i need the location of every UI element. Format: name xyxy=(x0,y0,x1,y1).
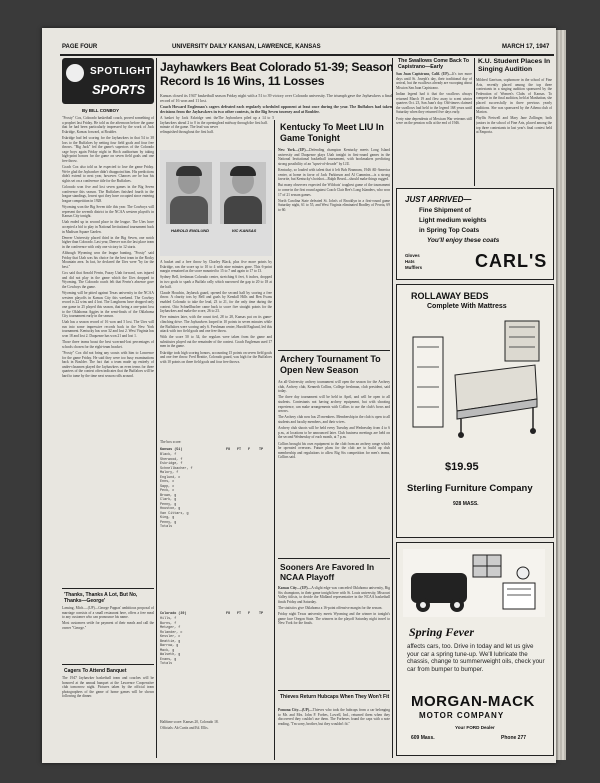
box-score-column-header: FT xyxy=(237,448,242,452)
halftime-score: Halftime score: Kansas 20, Colorado 18. xyxy=(160,720,219,724)
box-score-player: Burns, f xyxy=(160,621,177,626)
basketball-player-icon xyxy=(66,64,84,82)
box-score-player: Eskridge, f xyxy=(160,462,183,466)
thieves-headline: Thieves Return Hubcaps When They Won't Fit xyxy=(280,694,390,700)
box-score-columns-colorado xyxy=(226,612,270,616)
main-headline: Jayhawkers Beat Colorado 51-39; Season Record Is 16 Wins, 11 Losses xyxy=(160,60,394,88)
newspaper-page xyxy=(42,28,556,763)
carls-item: Gloves xyxy=(405,253,420,258)
box-score-player: Hills, f xyxy=(160,617,177,621)
box-score-player: Clark, g xyxy=(160,498,177,502)
main-story-top-right: The Jayhawkers piled up a 14 to 5 lead midway through the first half. xyxy=(218,116,274,125)
thanks-headline: 'Thanks, Thanks A Lot, But No, Thanks—George' xyxy=(64,592,138,604)
box-score-player: Englund, c xyxy=(160,475,181,480)
box-score-player: Totals xyxy=(160,525,173,529)
archery-headline: Archery Tournament To Open New Season xyxy=(280,354,381,375)
column1-divider xyxy=(62,588,154,589)
morgan-address: 609 Mass. xyxy=(411,735,435,741)
sick-car-illustration xyxy=(403,549,545,617)
archery-story: An all-University archery tournament will open the season for the Archery club, Archery club, Kenneth Collins, College freshman, club president, said today. The three day tournament will be held in April, and will be open to all students. Contestants not having archery equipment, but with shooting experience, can make arrangements with Collins to use the club's bows and arrows. The Archery club now has 25 members. Membership in the club is open to all students and faculty members, and their wives. Archery club shoots will be held every Tuesday and Wednesday from 4 to 6 p.m., at locations to be announced later. Club business meetings are held on the second Wednesday of each month, at 7 p.m. Collins brought his own equipment to the club from an archery range which he operated overseas. Future plans for the club are to build up club membership and regulations to allow Big Six competition for men's teams, Collins said. xyxy=(278,380,390,460)
rollaway-bed-illustration xyxy=(405,317,545,441)
officials: Officials: Ab Curtis and Ed. Ellis. xyxy=(160,726,209,731)
box-score-player: Kessler, c xyxy=(160,635,181,639)
carls-line4: You'll enjoy these coats xyxy=(427,237,500,244)
box-score-player: Walseth, g xyxy=(160,653,181,657)
carls-line1: Fine Shipment of xyxy=(419,207,471,214)
carls-line3: in Spring Top Coats xyxy=(419,227,480,234)
box-score-player: Totals xyxy=(160,662,173,666)
ku-headline: K.U. Student Places In Singing Audition xyxy=(478,58,551,73)
sports-title: SPORTS xyxy=(92,82,146,97)
photo-caption-right: VIC KANSAS xyxy=(231,228,257,233)
kentucky-story: New York—(UP)—Defending champion Kentucky meets Long Island university and Duquesne plays Utah tonight in first-round games in the National Invitational basketball tournament, with bookmakers predicting strong possibility of an "upset-of-decade" by LIU. Kentucky, so loaded with talent that it left Bob Brannum, 1946 All-America center, at home in favor of Jack Parkinson and Al Cummins—is a strong favorite, but Kentucky's hotshot—Ralph Beard—should make things rugged. But many observers expected the Wildcats' toughest game of the tournament to come in the first round against Coach Clair Bee's Long Islanders, who won 17 of 21 season games. North Carolina State defeated St. John's of Brooklyn in a first-round game Saturday night, 61 to 55, and West Virginia eliminated Bradley of Peoria, 69 to 60. xyxy=(278,148,390,212)
morgan-body: affects cars, too. Drive in today and let us give your car a spring tune-up. We'll lubricate the chassis, change to summerweight oils, check your car from bumper to bumper. xyxy=(407,643,545,673)
sooners-dateline: Kansas City—(UP)— xyxy=(278,586,312,590)
box-score-player: Rolander, c xyxy=(160,630,183,635)
main-lead: Kansas closed its 1947 basketball season Friday night with a 51 to 39 victory over Colorado university. The triumph gave the Jayhawkers a final record of 16 won and 11 lost. Coach Howard Engleman's cagers defeated each regularly scheduled opponent at least once during the year. The Buffaloes had taken decisions from the Jayhawkers in two other contests, in the Big Seven tourney and at Boulder. xyxy=(160,94,392,114)
carls-ad xyxy=(396,188,554,280)
box-score-player: Barrow, g xyxy=(160,644,179,648)
sooners-story: Kansas City—(UP)—A slight edge was conceded Oklahoma university, Big Six champions, in their game tonight here with St. Louis university, Missouri Valley titlists, to decide the Midland representative in the NCAA basketball finals Friday and Saturday. The statistics give Oklahoma a 16-point offensive margin for the season. Friday night Texas university meets Wyoming and the winner in tonight's game face Oregon State. The winners in the playoff Saturday night travel to New York for the finals. xyxy=(278,586,390,626)
box-score-player: Beattie, g xyxy=(160,639,181,644)
box-score-player: Sherwood, f xyxy=(160,457,183,462)
player-photos xyxy=(160,150,272,256)
kentucky-dateline: New York—(UP)— xyxy=(278,148,310,152)
box-score-columns xyxy=(226,448,270,452)
carls-just-arrived: JUST ARRIVED— xyxy=(405,195,472,204)
column-rule-1 xyxy=(156,58,157,758)
morgan-phone: Phone 277 xyxy=(501,735,527,741)
box-score-column-header: F xyxy=(248,612,251,616)
box-score-player: Brown, g xyxy=(160,493,177,498)
spotlight-byline: By BILL CONBOY xyxy=(82,108,119,113)
column-rule-2 xyxy=(274,120,275,760)
spotlight-sports-logo xyxy=(62,58,154,104)
carls-item: Mufflers xyxy=(405,265,423,270)
box-score-player: King, g xyxy=(160,516,175,520)
spotlight-title: SPOTLIGHT xyxy=(90,66,152,77)
carls-line2: Light medium weights xyxy=(419,217,487,224)
box-score-footer xyxy=(160,720,272,740)
page-edge xyxy=(556,30,566,760)
swallows-story: San Juan Capistrano, Calif. (UP)—It's two more days until St. Joseph's day, their traditional day of arrival, but the swallows already are swooping about Mission San Juan Capistrano. Indian legend had it that the swallows always returned March 19 and flew away to scent winter quarters Oct. 23, San Juan's day. Old-timers claimed the swallows had held to the legend 168 years until Saturday when they returned five days early. Forty nine dependents of Mexican War veterans still were on the pension rolls at the end of 1946. xyxy=(396,72,472,126)
cagers-headline: Cagers To Attend Banquet xyxy=(64,668,127,674)
sooners-headline: Sooners Are Favored In NCAA Playoff xyxy=(280,562,375,582)
column3-divider-3 xyxy=(278,690,390,691)
box-score-column-header: FG xyxy=(226,448,231,452)
sterling-ad xyxy=(396,284,554,538)
player-photo-right xyxy=(220,162,266,224)
box-score-column-header: TP xyxy=(259,448,264,452)
morgan-mack-ad xyxy=(396,542,554,756)
kansas-label: Kansas (51) xyxy=(160,448,183,452)
box-score-player: Houston, g xyxy=(160,507,181,511)
cagers-story: The 1947 Jayhawker basketball team and coaches will be honored at the annual banquet at the Lawrence Cooperative club tomorrow night. Pictures taken by the official team photographers of the game of home games will be shown following the dinner. xyxy=(62,676,154,699)
morgan-dealer: Your FORD Dealer xyxy=(455,725,495,730)
box-score-player: Evans, g xyxy=(160,657,177,662)
column3-divider-2 xyxy=(278,558,390,559)
box-score-player: Penny, g xyxy=(160,502,177,507)
box-score xyxy=(160,448,272,718)
box-score-column-header: FG xyxy=(226,612,231,616)
thieves-dateline: Pomona City—(UP)— xyxy=(278,708,313,712)
player-photo-left xyxy=(166,162,212,224)
morgan-tag: Spring Fever xyxy=(409,625,475,639)
swallows-headline: The Swallows Come Back To Capistrano—Early xyxy=(398,58,470,71)
box-score-player: Black, f xyxy=(160,453,177,457)
page-number: PAGE FOUR xyxy=(62,44,98,50)
box-score-column-header: TP xyxy=(259,612,264,616)
main-story-body: A basket and a free throw by Charley Black, plus five more points by Eskridge, ran the score up to 10 to 4 with nine minutes gone. This 6-point margin remained as the score mounted to 15 to 7 and again to 17 to 13. Sydney Bell, freshman Colorado center, stretching 6 feet, 6 inches, dropped in two goals to spark a Buffalo rally which narrowed the gap to 20 to 18 at the half. Claude Houchin, Jayhawk guard, opened the second half by scoring a free throw. A charity toss by Bell and goals by Kendall Hills and Ben Evans enabled Colorado to take the lead, 23 to 21, for the only time during the contest. Otto Schnellbacher came back to score five straight points for the Jayhawkers and make the score, 26 to 23. Five minutes later, with the count tied, 28 to 28, Kansas put on its game-clinching drive. The Jayhawkers looped in 10 points in seven minutes while the Buffaloes were scoring only 6. Freshman center, Harold Englund, led this attack with two field goals and one free throw. With the score 50 to 34, the regulars were taken from the game and substitutes played out the remainder of the contest. Coach Engleman used 17 men in the game. Eskridge took high scoring honors, accounting 15 points on seven field goals and one free throw. Fred Beattie, Colorado guard, was high for the Buffaloes with 10 points on three field goals and four free throws. xyxy=(160,260,272,364)
sterling-title2: Complete With Mattress xyxy=(427,303,507,310)
box-score-player: Mack, g xyxy=(160,648,175,653)
column3-divider xyxy=(278,350,390,351)
box-score-player: Penny, g xyxy=(160,520,177,525)
ku-story: Mildred Garrison, sophomore in the school of Fine Arts, recently placed among the top three contestants in a singing audition sponsored by the Federation of Women's Clubs of Kansas. To compete in the final audition, held at Manhattan, she placed successfully in three previous yearly auditions. She was sponsored by the Athena club of Marion. Phyllis Fretwell and Mary Jane Zollinger, both juniors in the school of Fine Arts, placed among the top three contestants in last year's final contest held at Emporia. xyxy=(476,78,552,135)
morgan-name: MORGAN-MACK xyxy=(411,693,535,710)
morgan-sub: MOTOR COMPANY xyxy=(419,711,505,720)
box-score-player: Malory, f xyxy=(160,471,179,475)
thanks-story: Lansing, Mich.—(UP)—George Pappas' ambitious proposal of marriage consists of a small restaurant here, offers a free meal to any customer who can pronounce his name. Most customers settle for payment of their meals and call the owner "George." xyxy=(62,606,154,630)
swallows-dateline: San Juan Capistrano, Calif. (UP)— xyxy=(396,72,453,76)
main-story-intro: A basket by Jack Eskridge sent the Jayhawkers ahead 2 to 0 in the opening minute of the game. The lead was never relinquished throughout the first half. xyxy=(160,116,218,134)
column-rule-4 xyxy=(474,58,475,186)
box-score-player: Schnellbacher, f xyxy=(160,466,193,471)
photo-caption-left: HAROLD ENGLUND xyxy=(171,228,209,233)
newspaper-name: UNIVERSITY DAILY KANSAN, LAWRENCE, KANSAS xyxy=(172,44,321,50)
box-score-player: Metzger, f xyxy=(160,626,181,630)
box-score-column-header: FT xyxy=(237,612,242,616)
carls-items xyxy=(405,253,422,271)
carls-item: Hats xyxy=(405,259,415,264)
box-score-player: Sapp, c xyxy=(160,484,175,489)
box-score-header: The box score: xyxy=(160,440,182,444)
sterling-price: $19.95 xyxy=(445,461,479,473)
spotlight-column-text: "Frosty" Cox, Colorado basketball coach, proved something of a prophet last Friday. He told us the afternoon before the game that he had been particularly impressed by the work of Jack Eskridge, Kansas forward, at Boulder. Eskridge had led scoring for the Jayhawkers in that 54 to 38 loss to the Buffaloes by netting four field goals and four free throws. "Big Jack" fed the game's superiors of the Colorado cage boys again Friday night in Hoch auditorium by taking high-point honors for the game on seven field goals and one free throw. Coach Cox also told us he expected to lose the game Friday. We're glad the Jayhawker didn't disappoint him. His predictions didn't extend to next year, however. Chances are he has his sights set on a conference title for the Buffaloes. Colorado won five and lost seven games in the Big Seven conference this season. The Buffaloes finished fourth in the league standings, lowest spot they have occupied since entering league competition in 1928. Wyoming won the Big Seven title this year. The Cowboys will represent the seventh district in the NCAA western playoffs in Kansas City tonight. Utah ended up in second place in the league. The Utes have accepted a bid to play in National Invitational tournament back in Madison Square Garden. Denver University placed third in the Big Seven, one notch higher than Colorado. Last year, Denver was the last place team in the conference with only one victory in 12 starts. Although Wyoming won the league bunting, "Frosty" said Friday that Utah was his choice for the best team in the Rocky Mountain area. In fact, he declared the Utes were "by far the best." Cox said that Arnold Ferrin, Fuzzy Utah forward, was injured and did not play in the game which the Utes dropped to Wyoming. The Colorado coach felt that Ferrin's absence gave the Cowboys the game. Wyoming will be pitted against Texas university in the NCAA western playoffs in Kansas City this weekend. The Cowboy record is 22 wins and 4 lost. The Longhorns have dropped only one game in 25 played this season, that being a one-point loss to the Oklahoma Aggies in the semi-finals of the Oklahoma City tournament early in the season. Utah has a season record of 16 won and 5 lost. The Utes will run into some impressive records back in the New York tournament. Kentucky has won 32 and lost 2. West Virginia has won 18 and lost 2. Duquesne has won 21 and lost 1. Those three teams boast the best won-and-lost percentages of schools chosen for the eight-team bracket. "Frosty" Cox did not bring any scouts with him to Lawrence for the game Friday. He said they were too busy examinations back in Boulder. The fact that a team made up entirely of under-classmen played the Jayhawkers on even terms for three quarters of the contest often indicates that the Buffaloes will be hard to tame by the time next season rolls around. xyxy=(62,116,154,378)
kentucky-headline: Kentucky To Meet LIU In Game Tonight xyxy=(280,122,384,143)
colorado-label: Colorado (39) xyxy=(160,612,187,616)
sterling-title1: ROLLAWAY BEDS xyxy=(411,291,489,301)
thieves-story: Pomona City—(UP)—Thieves who took the hubcaps from a car belonging to Mr. and Mrs. John P. Forbes, Lowell, Ind., returned them when they discovered they couldn't use them. The Forbeses found the caps with a note reading, "I'm sorry, brother, but they wouldn't fit." xyxy=(278,708,390,726)
box-score-player: Van Cittars, g xyxy=(160,511,189,516)
masthead-rule xyxy=(60,54,554,56)
sterling-name: Sterling Furniture Company xyxy=(407,483,533,494)
column-rule-3 xyxy=(392,58,393,758)
issue-date: MARCH 17, 1947 xyxy=(502,44,550,50)
box-score-player: Peck, c xyxy=(160,489,175,493)
box-score-column-header: F xyxy=(248,448,251,452)
box-score-player: Enns, c xyxy=(160,480,175,484)
carls-brand: CARL'S xyxy=(475,251,548,271)
sterling-address: 928 MASS. xyxy=(453,501,479,507)
column1-divider-2 xyxy=(62,664,154,665)
